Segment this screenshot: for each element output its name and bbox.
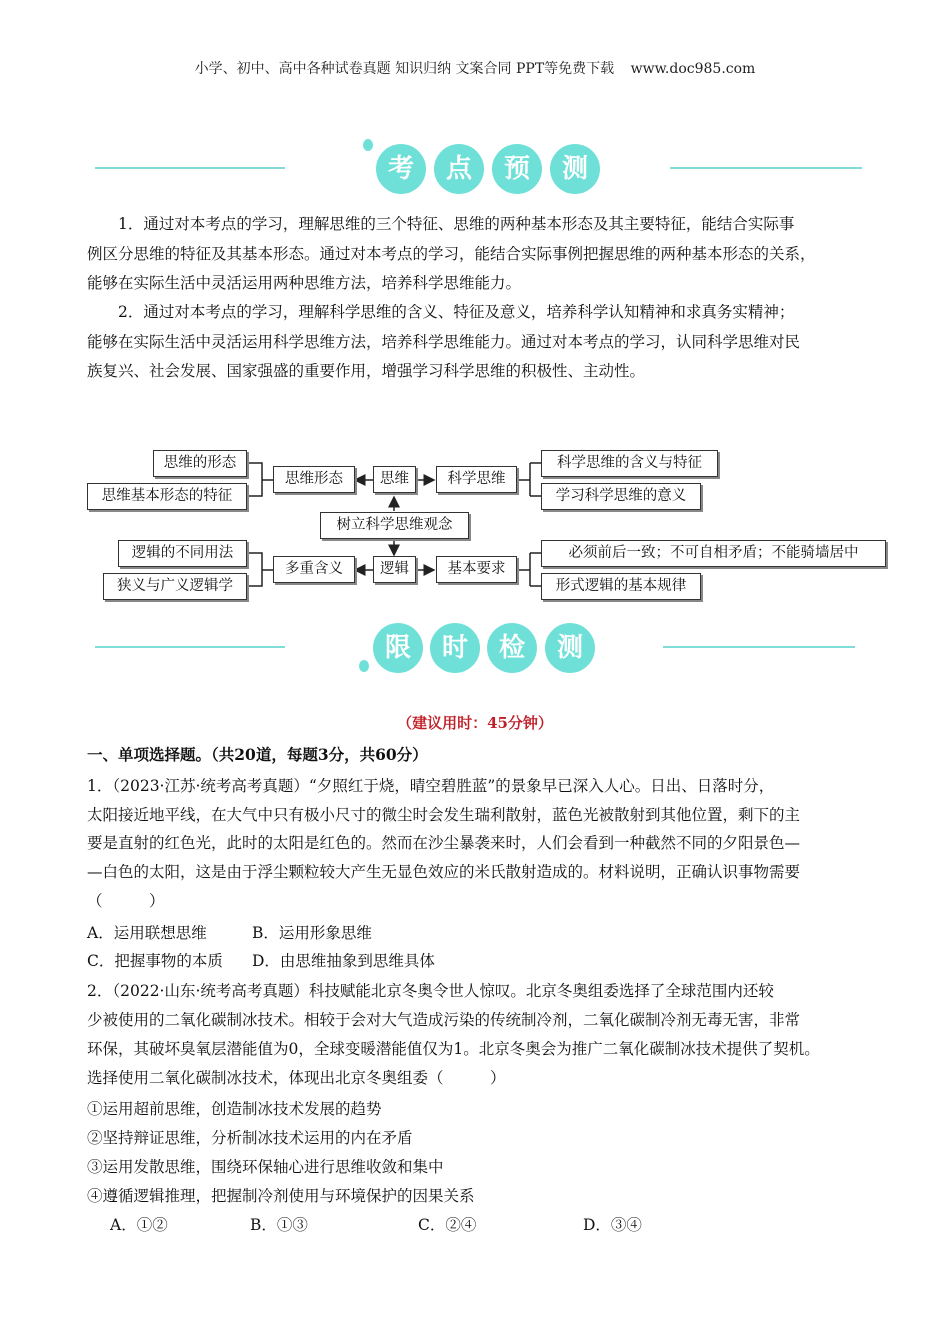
time-hint: （建议用时：45分钟）: [397, 714, 553, 732]
banner-char: 限: [373, 623, 423, 673]
option-a[interactable]: A．①②: [110, 1216, 168, 1234]
node-center: 树立科学思维观念: [320, 512, 469, 539]
banner-char: 点: [434, 144, 484, 194]
node-kexue-hanyi: 科学思维的含义与特征: [541, 450, 718, 477]
node-luoji-yongfa: 逻辑的不同用法: [118, 540, 247, 567]
objective-line: 族复兴、社会发展、国家强盛的重要作用，增强学习科学思维的积极性、主动性。: [87, 362, 646, 380]
banner-char: 测: [550, 144, 600, 194]
statement-3: ③运用发散思维，围绕环保轴心进行思维收敛和集中: [87, 1158, 444, 1176]
node-siwei-de-xingtai: 思维的形态: [153, 450, 247, 477]
option-a[interactable]: A．运用联想思维: [87, 924, 207, 942]
node-kexue-siwei: 科学思维: [436, 466, 517, 493]
node-duochong-hanyi: 多重含义: [273, 556, 355, 583]
question-line: 2．（2022·山东·统考高考真题）科技赋能北京冬奥令世人惊叹。北京冬奥组委选择了全球范围内还较: [87, 982, 774, 1000]
node-jiben-yaoqiu-detail: 必须前后一致；不可自相矛盾；不能骑墙居中: [541, 540, 886, 567]
question-line: 少被使用的二氧化碳制冰技术。相较于会对大气造成污染的传统制冷剂，二氧化碳制冷剂无毒无害，非常: [87, 1011, 801, 1029]
objective-line: 2．通过对本考点的学习，理解科学思维的含义、特征及意义，培养科学认知精神和求真务实精神；: [118, 303, 795, 321]
header-text: 小学、初中、高中各种试卷真题 知识归纳 文案合同 PPT等免费下载: [194, 61, 615, 77]
node-luoji: 逻辑: [373, 556, 416, 583]
header-url[interactable]: www.doc985.com: [630, 61, 756, 77]
node-xingtai-tezheng: 思维基本形态的特征: [87, 483, 247, 510]
node-jiben-guilv: 形式逻辑的基本规律: [541, 573, 701, 600]
question-line: 太阳接近地平线，在大气中只有极小尺寸的微尘时会发生瑞利散射，蓝色光被散射到其他位置，剩下的主: [87, 806, 801, 824]
statement-1: ①运用超前思维，创造制冰技术发展的趋势: [87, 1100, 382, 1118]
option-b[interactable]: B．运用形象思维: [252, 924, 372, 942]
banner-char: 预: [492, 144, 542, 194]
node-jiben-yaoqiu: 基本要求: [436, 556, 517, 583]
connector-lines: [0, 0, 950, 620]
node-siwei: 思维: [373, 466, 416, 493]
question-line: —白色的太阳，这是由于浮尘颗粒较大产生无显色效应的米氏散射造成的。材料说明，正确认识事物需要: [87, 863, 801, 881]
banner-char: 检: [487, 623, 537, 673]
option-d[interactable]: D．③④: [583, 1216, 642, 1234]
statement-4: ④遵循逻辑推理，把握制冷剂使用与环境保护的因果关系: [87, 1187, 475, 1205]
objective-line: 1．通过对本考点的学习，理解思维的三个特征、思维的两种基本形态及其主要特征，能结合实际事: [118, 215, 795, 233]
banner-char: 考: [376, 144, 426, 194]
option-b[interactable]: B．①③: [250, 1216, 308, 1234]
question-line: 环保，其破坏臭氧层潜能值为0，全球变暖潜能值仅为1。北京冬奥会为推广二氧化碳制冰技术提供了契机。: [87, 1040, 820, 1058]
question-line: 要是直射的红色光，此时的太阳是红色的。然而在沙尘暴袭来时，人们会看到一种截然不同的夕阳景色—: [87, 834, 801, 852]
objective-line: 例区分思维的特征及其基本形态。通过对本考点的学习，能结合实际事例把握思维的两种基本形态的关系，: [87, 245, 816, 263]
option-d[interactable]: D．由思维抽象到思维具体: [252, 952, 435, 970]
option-c[interactable]: C．②④: [418, 1216, 477, 1234]
answer-blank: （ ）: [87, 892, 165, 910]
node-luoji-xue: 狭义与广义逻辑学: [103, 573, 247, 600]
decorative-dot: [359, 660, 369, 672]
part-heading: 一、单项选择题。（共20道，每题3分，共60分）: [87, 745, 428, 764]
node-kexue-yiyi: 学习科学思维的意义: [541, 483, 701, 510]
divider-line: [663, 646, 855, 648]
option-c[interactable]: C．把握事物的本质: [87, 952, 223, 970]
banner-char: 时: [430, 623, 480, 673]
statement-2: ②坚持辩证思维，分析制冰技术运用的内在矛盾: [87, 1129, 413, 1147]
objective-line: 能够在实际生活中灵活运用科学思维方法，培养科学思维能力。通过对本考点的学习，认同科学思维对民: [87, 333, 801, 351]
node-siwei-xingtai: 思维形态: [273, 466, 355, 493]
question-line: 选择使用二氧化碳制冰技术，体现出北京冬奥组委（ ）: [87, 1069, 506, 1087]
divider-line: [95, 646, 285, 648]
objective-line: 能够在实际生活中灵活运用两种思维方法，培养科学思维能力。: [87, 274, 522, 292]
question-line: 1．（2023·江苏·统考高考真题）“夕照红于烧，晴空碧胜蓝”的景象早已深入人心。日出、日落时分，: [87, 777, 775, 795]
banner-char: 测: [545, 623, 595, 673]
